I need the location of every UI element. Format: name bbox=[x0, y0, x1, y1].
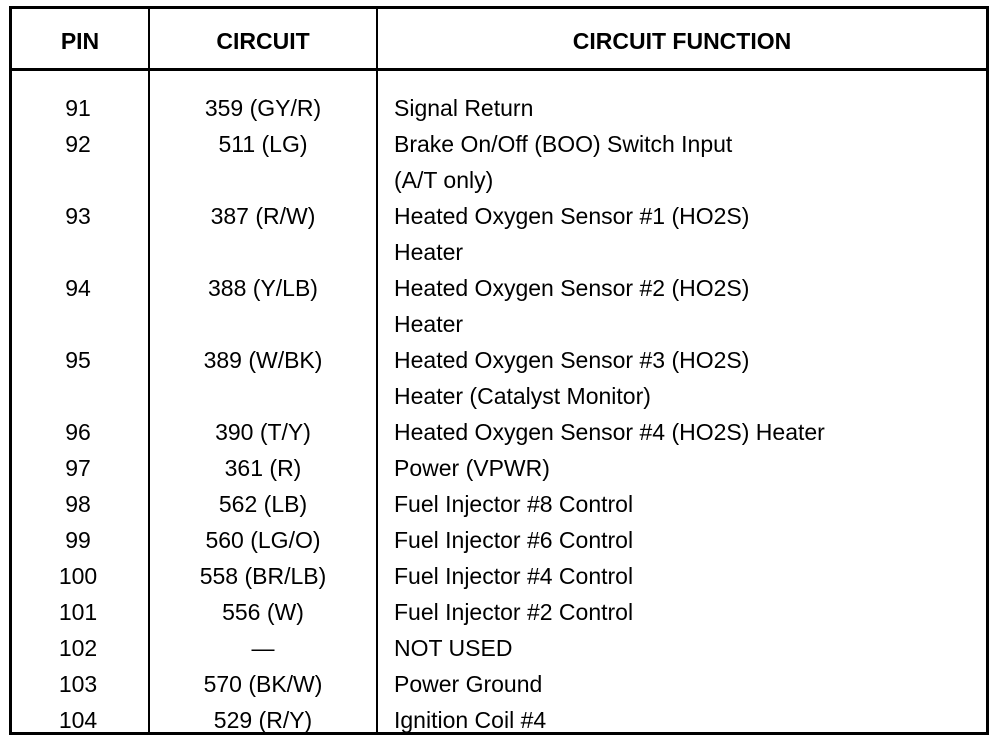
function-line: Heated Oxygen Sensor #4 (HO2S) Heater bbox=[394, 419, 825, 445]
header-circuit: CIRCUIT bbox=[216, 28, 310, 54]
function-line: Fuel Injector #4 Control bbox=[394, 563, 634, 589]
pin-cell: 96 bbox=[65, 419, 91, 445]
circuit-cell: 359 (GY/R) bbox=[204, 95, 322, 121]
circuit-cell: 390 (T/Y) bbox=[215, 419, 311, 445]
function-line: Heated Oxygen Sensor #3 (HO2S) bbox=[394, 347, 750, 373]
pin-cell: 94 bbox=[65, 275, 91, 301]
table-row bbox=[12, 414, 986, 450]
function-cell bbox=[394, 90, 984, 126]
function-line: NOT USED bbox=[394, 635, 513, 661]
circuit-cell: 558 (BR/LB) bbox=[199, 563, 327, 589]
function-cell bbox=[394, 522, 984, 558]
circuit-cell: 511 (LG) bbox=[218, 131, 308, 157]
header-pin: PIN bbox=[60, 28, 100, 54]
function-cell bbox=[394, 630, 984, 666]
circuit-cell: 388 (Y/LB) bbox=[208, 275, 318, 301]
function-line: Power Ground bbox=[394, 671, 543, 697]
pin-cell: 93 bbox=[65, 203, 91, 229]
circuit-cell: 389 (W/BK) bbox=[203, 347, 323, 373]
function-cell bbox=[394, 126, 984, 198]
circuit-cell: 560 (LG/O) bbox=[205, 527, 321, 553]
circuit-cell: — bbox=[251, 635, 275, 661]
function-line: Heater bbox=[394, 239, 464, 265]
table-row bbox=[12, 126, 986, 198]
header-circuit-function: CIRCUIT FUNCTION bbox=[572, 28, 792, 54]
pin-cell: 99 bbox=[65, 527, 91, 553]
pin-cell: 95 bbox=[65, 347, 91, 373]
table-row bbox=[12, 198, 986, 270]
table-body bbox=[12, 90, 986, 738]
pin-cell: 100 bbox=[58, 563, 98, 589]
function-cell bbox=[394, 558, 984, 594]
function-line: Heated Oxygen Sensor #1 (HO2S) bbox=[394, 203, 750, 229]
pin-cell: 102 bbox=[58, 635, 98, 661]
function-cell bbox=[394, 450, 984, 486]
table-row bbox=[12, 342, 986, 414]
pin-circuit-table bbox=[9, 6, 989, 735]
table-row bbox=[12, 90, 986, 126]
function-line: Fuel Injector #8 Control bbox=[394, 491, 634, 517]
pin-cell: 101 bbox=[58, 599, 98, 625]
function-line: Fuel Injector #2 Control bbox=[394, 599, 634, 625]
function-cell bbox=[394, 342, 984, 414]
function-line: Ignition Coil #4 bbox=[394, 707, 547, 733]
table-row bbox=[12, 486, 986, 522]
table-row bbox=[12, 630, 986, 666]
function-cell bbox=[394, 486, 984, 522]
function-line: Heated Oxygen Sensor #2 (HO2S) bbox=[394, 275, 750, 301]
circuit-cell: 562 (LB) bbox=[218, 491, 308, 517]
table-row bbox=[12, 270, 986, 342]
circuit-cell: 570 (BK/W) bbox=[203, 671, 323, 697]
circuit-cell: 556 (W) bbox=[222, 599, 304, 625]
function-cell bbox=[394, 594, 984, 630]
table-row bbox=[12, 450, 986, 486]
table-row bbox=[12, 558, 986, 594]
table-row bbox=[12, 522, 986, 558]
function-line: Fuel Injector #6 Control bbox=[394, 527, 634, 553]
circuit-cell: 387 (R/W) bbox=[210, 203, 316, 229]
pin-cell: 91 bbox=[65, 95, 91, 121]
table-row bbox=[12, 594, 986, 630]
function-line: Power (VPWR) bbox=[394, 455, 550, 481]
function-line: (A/T only) bbox=[394, 167, 494, 193]
pin-cell: 104 bbox=[58, 707, 98, 733]
function-cell bbox=[394, 702, 984, 738]
table-header-row bbox=[12, 9, 986, 71]
function-cell bbox=[394, 414, 984, 450]
circuit-cell: 361 (R) bbox=[224, 455, 302, 481]
pin-cell: 92 bbox=[65, 131, 91, 157]
pin-cell: 98 bbox=[65, 491, 91, 517]
pin-cell: 103 bbox=[58, 671, 98, 697]
circuit-cell: 529 (R/Y) bbox=[213, 707, 313, 733]
table-row bbox=[12, 702, 986, 738]
table-row bbox=[12, 666, 986, 702]
pin-cell: 97 bbox=[65, 455, 91, 481]
function-line: Brake On/Off (BOO) Switch Input bbox=[394, 131, 733, 157]
function-cell bbox=[394, 666, 984, 702]
function-line: Heater (Catalyst Monitor) bbox=[394, 383, 651, 409]
function-cell bbox=[394, 198, 984, 270]
function-line: Signal Return bbox=[394, 95, 534, 121]
function-line: Heater bbox=[394, 311, 464, 337]
function-cell bbox=[394, 270, 984, 342]
